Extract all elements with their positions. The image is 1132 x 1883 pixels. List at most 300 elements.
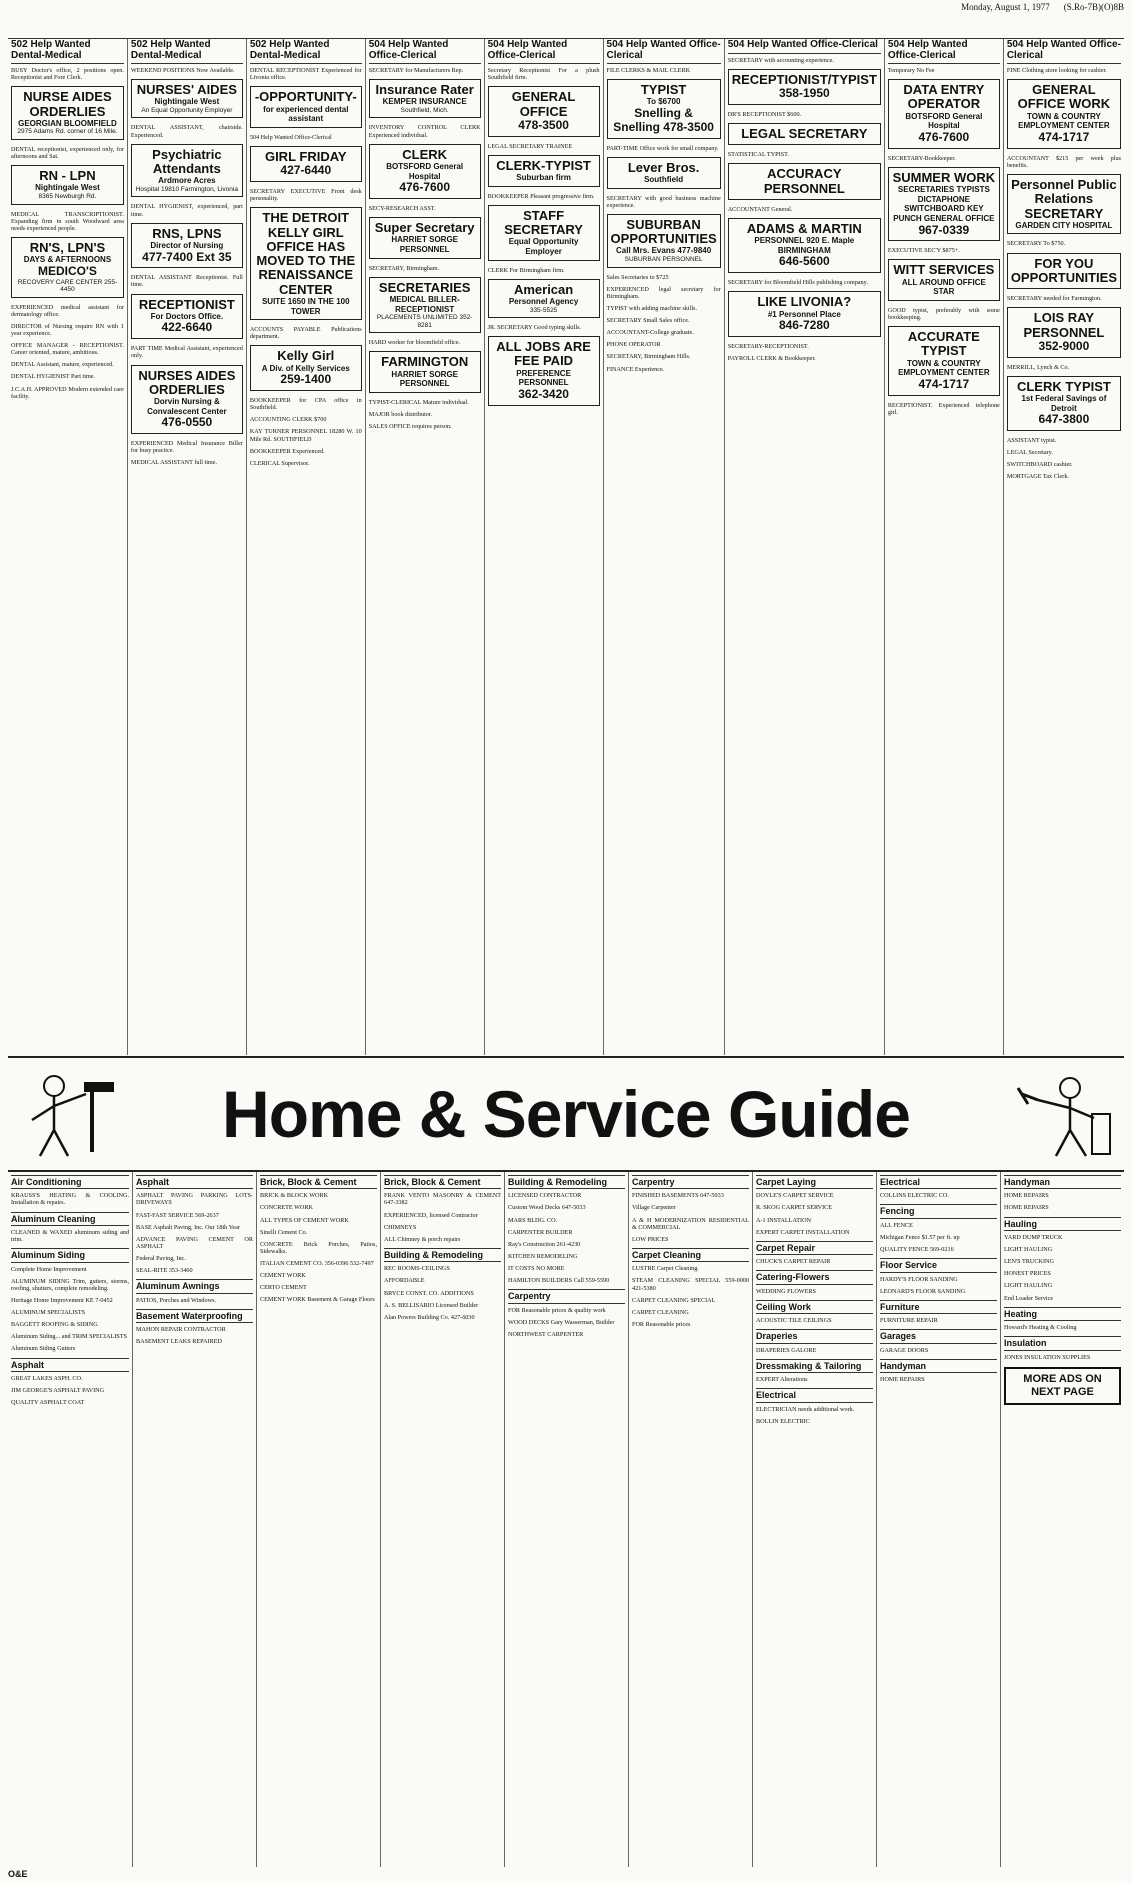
display-ad-mid: GARDEN CITY HOSPITAL (1015, 220, 1113, 230)
classified-ad: KAY TURNER PERSONNEL 18280 W. 10 Mile Rd. SOUTHFIELD (249, 428, 362, 443)
service-guide-column (8, 1172, 132, 1867)
display-ad-big: SECRETARIES (378, 279, 471, 295)
display-ad-sm: RECOVERY CARE CENTER 255-4450 (17, 278, 118, 294)
classified-ad: CLERK For Birmingham firm. (487, 266, 565, 274)
service-listing: YARD DUMP TRUCK (1004, 1233, 1063, 1241)
display-ad-big: RNS, LPNS (152, 225, 222, 241)
display-ad-big: CLERK (402, 146, 448, 162)
service-listing: Michigan Fence $1.57 per ft. up (880, 1233, 960, 1241)
classified-ad: OFFICE MANAGER - RECEPTIONIST. Career oriented, mature, ambitious. (11, 342, 124, 357)
service-listing: IT COSTS NO MORE (508, 1265, 565, 1273)
service-listing: Sinelli Cement Co. (260, 1228, 308, 1236)
display-ad-box (888, 79, 1000, 149)
display-ad-big: Super Secretary (374, 220, 475, 236)
display-ad-sm: Southfield, Mich. (400, 107, 449, 115)
classified-ad: SECRETARY, Birmingham. (368, 264, 440, 272)
banner-title: Home & Service Guide (222, 1077, 910, 1151)
service-listing: Alan Powers Building Co. 427-6030 (384, 1313, 475, 1321)
display-ad-big: STAFF SECRETARY (504, 207, 583, 238)
display-ad-box (131, 294, 243, 340)
display-ad-mid: TOWN & COUNTRY EMPLOYMENT CENTER (898, 358, 990, 378)
display-ad-box (369, 79, 481, 118)
service-listing: COLLINS ELECTRIC CO. (880, 1192, 949, 1200)
category-heading: Floor Service (880, 1258, 997, 1272)
display-ad-big: Psychiatric Attendants (152, 146, 222, 177)
classified-ad: STATISTICAL TYPIST. (727, 151, 789, 159)
category-heading: Handyman (1004, 1175, 1121, 1189)
classified-ad: RECEPTIONIST. Experienced telephone girl. (887, 401, 1000, 416)
service-listing: LICENSED CONTRACTOR (508, 1192, 582, 1200)
service-listing: A-1 INSTALLATION (756, 1216, 812, 1224)
display-ad-box (488, 279, 600, 318)
display-ad-mid: 1st Federal Savings of Detroit (1021, 394, 1107, 413)
service-guide-column (132, 1172, 256, 1867)
classified-ad: ACCOUNTANT $215 per week plus benefits. (1006, 154, 1121, 169)
service-listing: HOME REPAIRS (1004, 1192, 1049, 1200)
service-listing: SEAL-RITE 353-3460 (136, 1267, 193, 1275)
service-listing: BASE Asphalt Paving, Inc. Our 18th Year (136, 1223, 240, 1231)
display-ad-mid: A Div. of Kelly Services (261, 363, 350, 373)
classified-ad: FILE CLERKS & MAIL CLERK (606, 67, 691, 74)
service-listing: EXPERIENCED, licensed Contractor (384, 1211, 478, 1219)
display-ad-mid: Nightingale West (35, 183, 100, 193)
category-heading: Aluminum Awnings (136, 1279, 253, 1293)
display-ad-big: CLERK TYPIST (1016, 378, 1111, 394)
display-ad-phone: 352-9000 (1038, 338, 1090, 353)
classified-ad: EXPERIENCED Medical Insurance Biller for busy practice. (130, 440, 243, 455)
service-guide-column (256, 1172, 380, 1867)
display-ad-mid: GEORGIAN BLOOMFIELD (18, 118, 117, 128)
service-listing: AFFORDABLE (384, 1277, 425, 1285)
display-ad-big: American (513, 281, 574, 297)
service-listing: QUALITY ASPHALT COAT (11, 1399, 85, 1407)
classified-ad: PART-TIME Office work for small company. (606, 144, 719, 152)
display-ad-phone: 427-6440 (280, 163, 332, 178)
column-heading: 502 Help Wanted Dental-Medical (250, 39, 362, 64)
classified-ad: SECRETARY needed for Farmington. (1006, 295, 1102, 303)
display-ad-mid: KEMPER INSURANCE (382, 97, 467, 107)
display-ad-box (369, 277, 481, 333)
service-listing: WOOD DECKS Gary Wasserman, Builder (508, 1318, 615, 1326)
category-heading: Fencing (880, 1204, 997, 1218)
display-ad-box (131, 365, 243, 435)
display-ad-phone: 476-7600 (399, 180, 451, 195)
classified-ad: ACCOUNTS PAYABLE Publications department. (249, 326, 362, 341)
service-listing: Aluminum Siding Gutters (11, 1345, 76, 1353)
display-ad-box (369, 351, 481, 392)
display-ad-mid: #1 Personnel Place (767, 309, 841, 319)
category-heading: Hauling (1004, 1217, 1121, 1231)
classified-ad: GOOD typist, preferably with some bookkeeping. (887, 306, 1000, 322)
category-heading: Carpentry (632, 1175, 749, 1189)
service-listing: ADVANCE PAVING CEMENT OR ASPHALT (136, 1235, 253, 1250)
display-ad-big: ADAMS & MARTIN (746, 220, 862, 236)
service-listing: STEAM CLEANING SPECIAL 559-0000 421-5380 (632, 1277, 749, 1292)
display-ad-phone: 362-3420 (518, 386, 569, 401)
display-ad-big: LIKE LIVONIA? (757, 294, 852, 310)
classified-ad: SECRETARY for Manufacturers Rep. (368, 67, 464, 74)
display-ad-phone: 476-0550 (161, 415, 213, 430)
display-ad-box (131, 223, 243, 269)
display-ad-box (888, 167, 1000, 241)
display-ad-mid: HARRIET SORGE PERSONNEL (391, 369, 458, 389)
display-ad-mid: TOWN & COUNTRY EMPLOYMENT CENTER (1018, 111, 1110, 131)
service-listing: EXPERT CARPET INSTALLATION (756, 1228, 850, 1236)
service-listing: CARPET CLEANING SPECIAL (632, 1296, 716, 1304)
service-listing: Aluminum Siding... and TRIM SPECIALISTS (11, 1333, 127, 1341)
display-ad-mid: Dorvin Nursing & Convalescent Center (147, 397, 227, 416)
display-ad-mid: Call Mrs. Evans 477-9840 (616, 246, 712, 256)
display-ad-big: LEGAL SECRETARY (741, 125, 868, 141)
classified-ad: DIRECTOR of Nursing require RN with 1 year experience. (11, 322, 124, 337)
display-ad-box (11, 237, 124, 298)
display-ad-box (11, 86, 124, 140)
service-listing: Howard's Heating & Cooling (1004, 1324, 1077, 1332)
category-heading: Brick, Block & Cement (260, 1175, 377, 1189)
service-listing: ALL Chimney & porch repairs (384, 1235, 461, 1243)
display-ad-mid: To $6700 (646, 97, 681, 107)
service-listing: REC ROOMS-CEILINGS (384, 1265, 450, 1273)
display-ad-mid: PREFERENCE PERSONNEL (516, 368, 571, 388)
service-listing: Village Carpenter (632, 1204, 676, 1212)
display-ad-box (131, 79, 243, 118)
classified-ad: SECRETARY EXECUTIVE Front desk personality. (249, 187, 362, 203)
display-ad-phone: 476-7600 (918, 129, 970, 144)
classified-ad: TYPIST-CLERICAL Mature individual. (368, 398, 469, 406)
classified-ad: SECRETARY Small Sales office. (606, 317, 690, 325)
classified-ad: JR. SECRETARY Good typing skills. (487, 324, 582, 332)
classified-ad: WEEKEND POSITIONS Now Available. (130, 67, 235, 74)
service-listing: KITCHEN REMODELING (508, 1252, 578, 1260)
display-ad-mid: Ardmore Acres (158, 176, 216, 186)
category-heading: Carpet Repair (756, 1241, 873, 1255)
service-guide-column (876, 1172, 1000, 1867)
display-ad-box (488, 155, 600, 187)
category-heading: Heating (1004, 1307, 1121, 1321)
display-ad-big: LOIS RAY PERSONNEL (1023, 310, 1105, 340)
category-heading: Carpet Cleaning (632, 1248, 749, 1262)
display-ad-box (250, 207, 362, 320)
service-listing: CONCRETE Brick Porches, Patios, Sidewalks. (260, 1240, 377, 1255)
service-listing: LEN'S TRUCKING (1004, 1258, 1054, 1266)
column-heading: 504 Help Wanted Office-Clerical (728, 39, 881, 54)
classified-ad: 504 Help Wanted Office-Clerical (249, 133, 332, 141)
display-ad-box (369, 217, 481, 258)
category-heading: Ceiling Work (756, 1300, 873, 1314)
classified-ad: INVENTORY CONTROL CLERK Experienced individual. (368, 124, 481, 139)
classified-ad: BOOKKEEPER Experienced. (249, 447, 325, 455)
category-heading: Carpentry (508, 1289, 625, 1303)
display-ad-box (728, 291, 881, 337)
display-ad-big: RECEPTIONIST/TYPIST (731, 71, 877, 87)
display-ad-phone: 422-6640 (161, 320, 213, 335)
category-heading: Aluminum Siding (11, 1248, 129, 1262)
display-ad-sm: 2975 Adams Rd. corner of 16 Mile. (17, 128, 118, 136)
display-ad-box (1007, 376, 1121, 431)
service-listing: FAST-FAST SERVICE 569-2637 (136, 1211, 219, 1219)
category-heading: Catering-Flowers (756, 1270, 873, 1284)
classified-ad: SWITCHBOARD cashier. (1006, 461, 1073, 469)
classified-ad: DENTAL ASSISTANT Receptionist. Full time. (130, 274, 243, 289)
display-ad-big: GENERAL OFFICE (511, 89, 576, 119)
display-ad-phone: MEDICO'S (38, 263, 97, 278)
classified-ad: EXPERIENCED legal secretary for Birmingham. (606, 285, 721, 300)
help-wanted-column (1003, 39, 1124, 1055)
service-listing: WEDDING FLOWERS (756, 1287, 816, 1295)
service-listing: ACOUSTIC TILE CEILINGS (756, 1317, 832, 1325)
service-listing: ITALIAN CEMENT CO. 356-0396 532-7497 (260, 1260, 374, 1268)
display-ad-mid: For Doctors Office. (150, 311, 224, 321)
classified-ad: ACCOUNTANT-College graduate. (606, 329, 694, 337)
service-listing: LEONARD'S FLOOR SANDING (880, 1287, 966, 1295)
service-listing: ALL FENCE (880, 1221, 913, 1229)
display-ad-box (728, 69, 881, 105)
display-ad-mid: Personnel Agency (508, 296, 579, 306)
display-ad-big: SUMMER WORK (892, 169, 996, 185)
classified-ad: MERRILL, Lynch & Co. (1006, 363, 1070, 371)
service-listing: HARDY'S FLOOR SANDING (880, 1275, 958, 1283)
classified-ad: SECY-RESEARCH ASST. (368, 205, 436, 213)
display-ad-box (1007, 174, 1121, 234)
category-heading: Garages (880, 1329, 997, 1343)
classified-ad: CLERICAL Supervisor. (249, 459, 310, 467)
service-listing: A. S. BELLISARIO Licensed Builder (384, 1301, 479, 1309)
service-guide-column (1000, 1172, 1124, 1867)
display-ad-sm: 335-5525 (529, 306, 558, 314)
classified-ad: ACCOUNTANT General. (727, 205, 793, 213)
masthead (8, 2, 1124, 14)
display-ad-mid: Equal Opportunity Employer (508, 237, 579, 256)
service-listing: DOYLE'S CARPET SERVICE (756, 1192, 834, 1200)
help-wanted-column (365, 39, 484, 1055)
display-ad-phone: 646-5600 (778, 254, 830, 269)
more-ads-notice: MORE ADS ON NEXT PAGE (1004, 1367, 1121, 1405)
display-ad-big: ALL JOBS ARE FEE PAID (496, 339, 591, 369)
display-ad-box (250, 345, 362, 391)
classified-ad: SECRETARY To $750. (1006, 240, 1066, 248)
classified-ad: BOOKKEEPER Pleasant progressive firm. (487, 192, 595, 200)
category-heading: Electrical (880, 1175, 997, 1189)
service-listing: LOW PRICES (632, 1235, 669, 1243)
masthead-date: Monday, August 1, 1977 (961, 2, 1050, 12)
service-listing: CEMENT WORK (260, 1272, 306, 1280)
service-listing: FOR Reasonable prices (632, 1320, 691, 1328)
display-ad-mid: SECRETARIES TYPISTS DICTAPHONE SWITCHBOARD KEY PUNCH GENERAL OFFICE (893, 185, 995, 223)
service-listing: Heritage Home Improvement KE 7-0452 (11, 1296, 113, 1304)
display-ad-big: DATA ENTRY OPERATOR (903, 82, 985, 112)
classified-ad: BOOKKEEPER for CPA office in Southfield. (249, 397, 362, 412)
help-wanted-section (8, 38, 1124, 1055)
service-listing: LIGHT HAULING (1004, 1246, 1053, 1254)
help-wanted-column (603, 39, 724, 1055)
display-ad-big: SUBURBAN OPPORTUNITIES (610, 216, 717, 247)
classified-ad: Temporary No Fee (887, 67, 935, 74)
service-listing: ALUMINUM SPECIALISTS (11, 1309, 86, 1317)
classified-ad: BUSY Doctor's office, 2 positions open. Receptionist and Fore Clerk. (11, 67, 124, 82)
category-heading: Dressmaking & Tailoring (756, 1359, 873, 1373)
display-ad-box (888, 326, 1000, 396)
service-listing: End Loader Service (1004, 1294, 1054, 1302)
classified-ad: SECRETARY, Birmingham Hills. (606, 353, 691, 361)
classified-ad: Sales Secretaries to $725 (606, 273, 669, 281)
service-listing: ASPHALT PAVING PARKING LOTS-DRIVEWAYS (136, 1192, 253, 1207)
display-ad-box (369, 144, 481, 199)
classified-ad: DENTAL HYGIENIST Part time. (11, 373, 96, 381)
service-listing: FINISHED BASEMENTS 647-5033 (632, 1192, 724, 1200)
help-wanted-column (8, 39, 127, 1055)
category-heading: Handyman (880, 1359, 997, 1373)
column-heading: 504 Help Wanted Office-Clerical (1007, 39, 1121, 64)
column-heading: 504 Help Wanted Office-Clerical (488, 39, 600, 64)
category-heading: Furniture (880, 1300, 997, 1314)
display-ad-big: ACCURATE TYPIST (907, 329, 980, 359)
display-ad-box (131, 144, 243, 198)
service-listing: HOME REPAIRS (1004, 1204, 1049, 1212)
display-ad-big: Lever Bros. (627, 159, 700, 175)
service-listing: CARPET CLEANING (632, 1308, 689, 1316)
service-listing: BOLLIN ELECTRIC (756, 1417, 810, 1425)
service-listing: NORTHWEST CARPENTER (508, 1330, 584, 1338)
classified-ad: MEDICAL TRANSCRIPTIONIST. Expanding firm in south Woodward area needs experienced people. (11, 210, 124, 232)
display-ad-box (728, 123, 881, 145)
home-service-guide-banner (8, 1056, 1124, 1172)
display-ad-mid: HARRIET SORGE PERSONNEL (391, 235, 458, 255)
display-ad-mid: PERSONNEL 920 E. Maple BIRMINGHAM (754, 236, 855, 255)
display-ad-big: RN'S, LPN'S (29, 239, 106, 255)
service-listing: HAMILTON BUILDERS Call 559-5590 (508, 1277, 610, 1285)
display-ad-phone: 967-0339 (918, 222, 970, 237)
display-ad-big: -OPPORTUNITY- (254, 89, 357, 105)
display-ad-mid: MEDICAL BILLER-RECEPTIONIST (389, 295, 460, 314)
category-heading: Insulation (1004, 1336, 1121, 1350)
service-listing: ELECTRICIAN needs additional work. (756, 1405, 855, 1413)
classified-ad: DENTAL receptionist, experienced only, for afternoons and Sat. (11, 145, 124, 161)
service-listing: LIGHT HAULING (1004, 1282, 1053, 1290)
classified-ad: PAYROLL CLERK & Bookkeeper. (727, 355, 816, 363)
classified-ad: SECRETARY for Bloomfield Hills publishing company. (727, 279, 868, 287)
service-listing: CHIMNEYS (384, 1223, 417, 1231)
service-listing: ALL TYPES OF CEMENT WORK (260, 1216, 349, 1224)
display-ad-box (728, 218, 881, 273)
display-ad-phone: 474-1717 (1038, 129, 1090, 144)
classified-ad: MEDICAL ASSISTANT full time. (130, 459, 218, 467)
service-listing: GARAGE DOORS (880, 1346, 929, 1354)
classified-ad: SALES OFFICE requires person. (368, 423, 452, 431)
category-heading: Aluminum Cleaning (11, 1212, 129, 1226)
service-listing: CERTO CEMENT (260, 1284, 307, 1292)
classified-ad: MORTGAGE Tax Clerk. (1006, 473, 1069, 481)
service-listing: GREAT LAKES ASPH. CO. (11, 1374, 83, 1382)
display-ad-phone: 477-7400 Ext 35 (142, 249, 232, 264)
service-listing: FURNITURE REPAIR (880, 1317, 938, 1325)
category-heading: Asphalt (136, 1175, 253, 1189)
service-guide-section (8, 1172, 1124, 1867)
classified-ad: TYPIST with adding machine skills. (606, 304, 697, 312)
display-ad-big: NURSES' AIDES (136, 82, 237, 98)
display-ad-big: THE DETROIT KELLY GIRL OFFICE HAS MOVED TO THE RENAISSANCE CENTER (256, 210, 356, 297)
column-heading: 504 Help Wanted Office-Clerical (607, 39, 721, 64)
category-heading: Draperies (756, 1329, 873, 1343)
classified-ad: DR'S RECEPTIONIST $600. (727, 110, 802, 118)
display-ad-big: CLERK-TYPIST (496, 157, 591, 173)
display-ad-mid: BOTSFORD General Hospital (386, 162, 464, 181)
classified-ad: FINANCE Experience. (606, 365, 665, 373)
classified-ad: SECRETARY with good business machine experience. (606, 194, 721, 209)
classified-ad: HARD worker for bloomfield office. (368, 339, 461, 347)
display-ad-sm: An Equal Opportunity Employer (141, 107, 233, 115)
column-heading: 504 Help Wanted Office-Clerical (888, 39, 1000, 64)
display-ad-phone: 259-1400 (280, 372, 332, 387)
help-wanted-column (484, 39, 603, 1055)
classified-ad: SECRETARY-RECEPTIONIST. (727, 343, 809, 351)
classified-ad: FINE Clothing store looking for cashier. (1006, 67, 1107, 74)
display-ad-big: RECEPTIONIST (138, 296, 235, 312)
display-ad-sm: 8365 Newburgh Rd. (38, 193, 97, 201)
category-heading: Asphalt (11, 1358, 129, 1372)
display-ad-phone: 478-3500 (518, 117, 569, 132)
display-ad-big: RN - LPN (39, 168, 96, 184)
category-heading: Air Conditioning (11, 1175, 129, 1189)
classified-ad: DENTAL RECEPTIONIST Experienced for Livonia office. (249, 67, 362, 82)
display-ad-box (11, 165, 124, 204)
help-wanted-column (724, 39, 884, 1055)
service-listing: BAGGETT ROOFING & SIDING (11, 1321, 98, 1329)
display-ad-big: GIRL FRIDAY (264, 148, 347, 164)
display-ad-box (888, 259, 1000, 300)
service-listing: LUSTRE Carpet Cleaning. (632, 1265, 699, 1273)
display-ad-box (1007, 307, 1121, 357)
display-ad-mid: DAYS & AFTERNOONS (23, 255, 112, 265)
display-ad-box (1007, 79, 1121, 149)
classified-ad: J.C.A.H. APPROVED Modern extended care facility. (11, 385, 124, 400)
display-ad-mid: BOTSFORD General Hospital (905, 111, 983, 131)
help-wanted-column (127, 39, 246, 1055)
display-ad-big: NURSE AIDES ORDERLIES (23, 89, 112, 119)
display-ad-phone: Snelling & Snelling 478-3500 (613, 106, 714, 134)
display-ad-big: Insurance Rater (375, 82, 474, 98)
service-listing: A & H MODERNIZATION RESIDENTIAL & COMMERCIAL (632, 1216, 749, 1231)
repairman-illustration-icon (1008, 1064, 1118, 1162)
classified-ad: LEGAL SECRETARY TRAINEE (487, 142, 573, 150)
display-ad-big: ACCURACY PERSONNEL (763, 166, 845, 196)
classified-ad: DENTAL ASSISTANT, chairside. Experienced. (130, 124, 243, 139)
service-listing: MAHON REPAIR CONTRACTOR (136, 1326, 226, 1334)
classified-ad: PART TIME Medical Assistant, experienced only. (130, 345, 243, 360)
classified-ad: EXECUTIVE SEC'Y $875+. (887, 247, 960, 255)
service-listing: CHUCK'S CARPET REPAIR (756, 1258, 831, 1266)
display-ad-phone: 474-1717 (918, 376, 970, 391)
classified-ad: ASSISTANT typist. (1006, 437, 1057, 445)
classified-ad: EXPERIENCED medical assistant for dermatology office. (11, 303, 124, 318)
display-ad-big: GENERAL OFFICE WORK (1017, 82, 1111, 112)
painter-illustration-icon (14, 1064, 124, 1162)
display-ad-sm: PLACEMENTS UNLIMITED 352-8281 (376, 314, 473, 329)
service-listing: BASEMENT LEAKS REPAIRED (136, 1338, 222, 1346)
classified-ad: ACCOUNTING CLERK $700 (249, 416, 327, 424)
display-ad-box (488, 205, 600, 261)
service-listing: DRAPERIES GALORE (756, 1346, 817, 1354)
masthead-edition: (S.Ro-7B)(O)8B (1063, 2, 1124, 12)
column-heading: 502 Help Wanted Dental-Medical (131, 39, 243, 64)
service-listing: ALUMINUM SIDING Trim, gutters, storms, roofing, shutters, complete remodeling. (11, 1277, 129, 1292)
service-listing: HONEST PRICES (1004, 1270, 1051, 1278)
help-wanted-column (246, 39, 365, 1055)
service-guide-column (504, 1172, 628, 1867)
column-heading: 504 Help Wanted Office-Clerical (369, 39, 481, 64)
display-ad-big: FARMINGTON (381, 354, 469, 370)
display-ad-phone: 647-3800 (1038, 412, 1090, 427)
service-listing: CONCRETE WORK (260, 1204, 313, 1212)
